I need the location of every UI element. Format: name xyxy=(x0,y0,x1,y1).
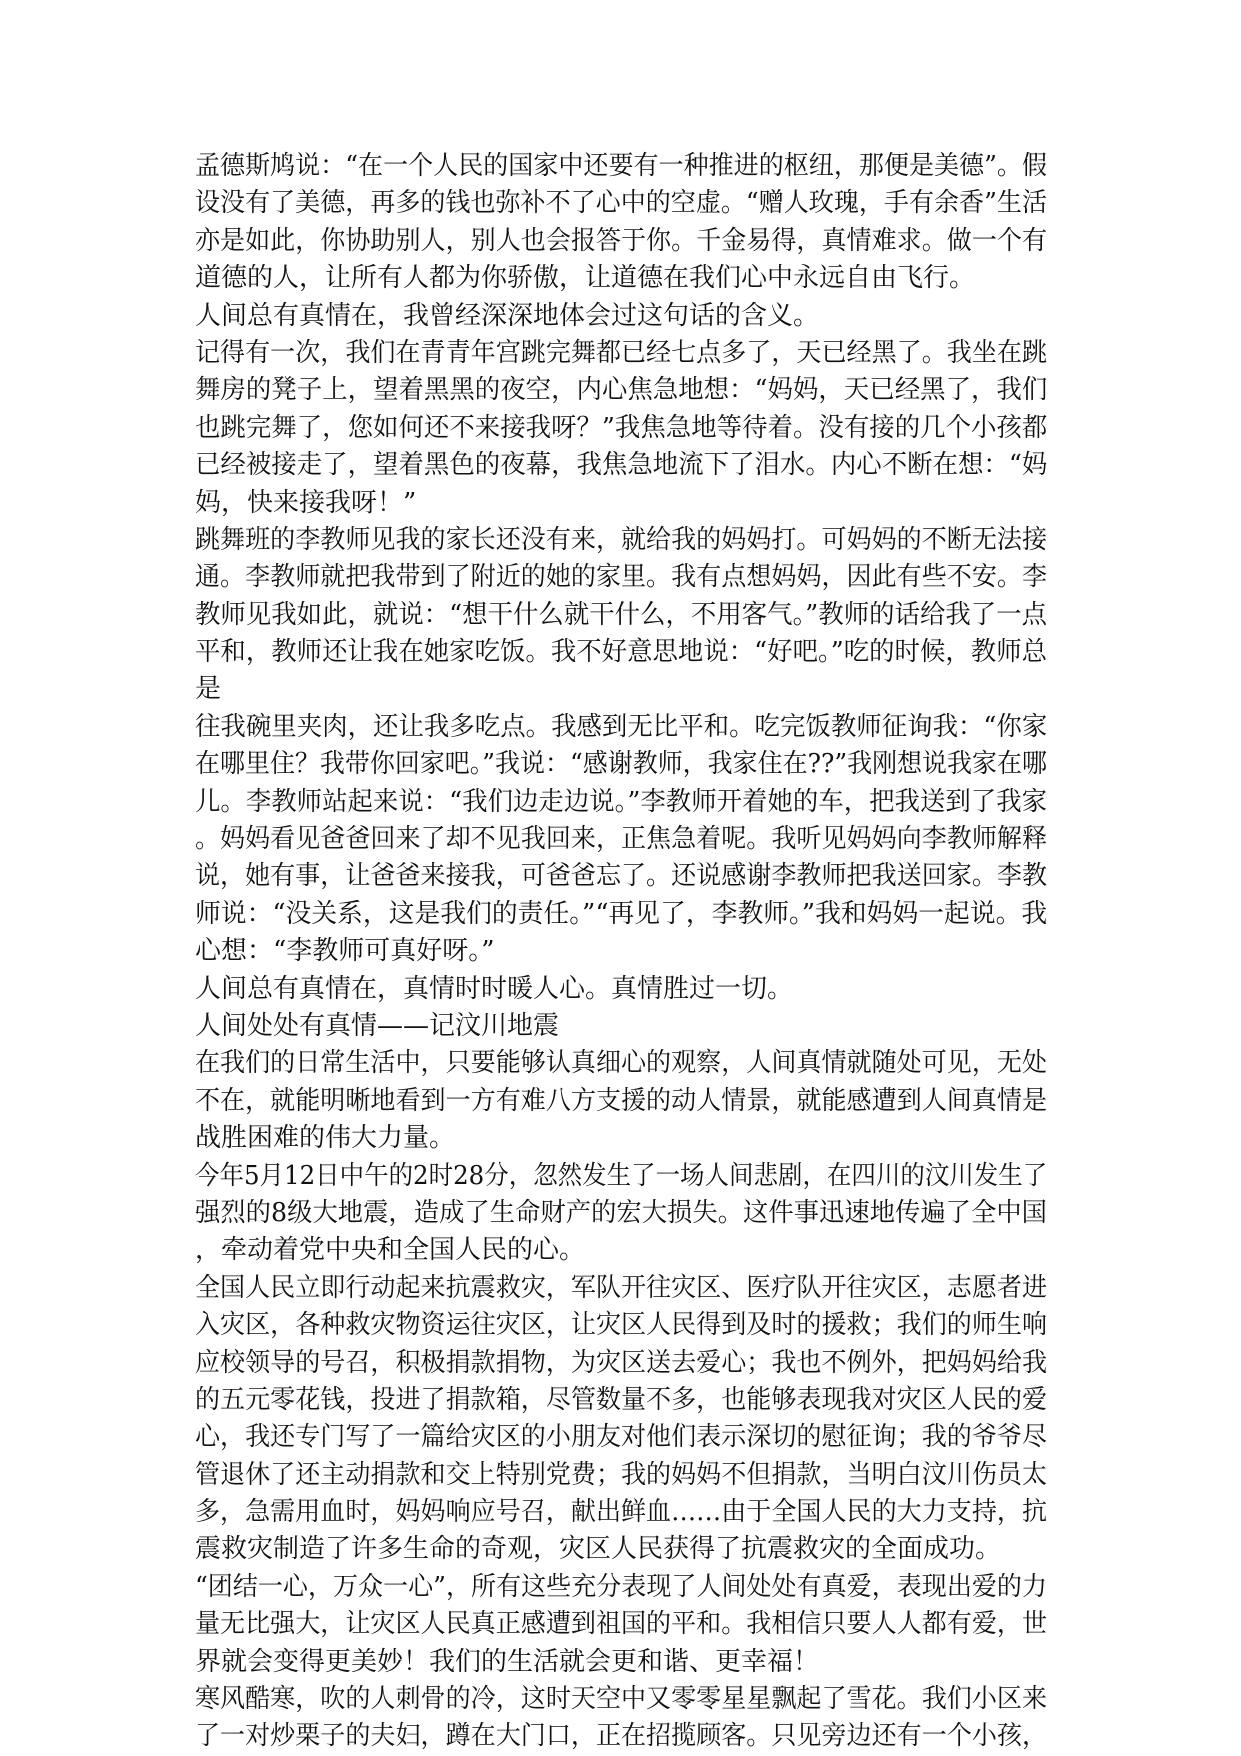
text-line: 教师见我如此，就说：“想干什么就干什么，不用客气。”教师的话给我了一点 xyxy=(195,599,1048,630)
text-line: 界就会变得更美妙！我们的生活就会更和谐、更幸福！ xyxy=(195,1646,820,1677)
text-line: 。妈妈看见爸爸回来了却不见我回来，正焦急着呢。我听见妈妈向李教师解释 xyxy=(195,824,1048,855)
text-line: 寒风酷寒，吹的人刺骨的冷，这时天空中又零零星星飘起了雪花。我们小区来 xyxy=(195,1684,1048,1715)
text-line: 心想：“李教师可真好呀。” xyxy=(195,936,495,967)
text-line: 今年5月12日中午的2时28分，忽然发生了一场人间悲剧，在四川的汶川发生了 xyxy=(195,1160,1048,1191)
text-line: “团结一心，万众一心”，所有这些充分表现了人间处处有真爱，表现出爱的力 xyxy=(195,1571,1047,1602)
text-line: 记得有一次，我们在青青年宫跳完舞都已经七点多了，天已经黑了。我坐在跳 xyxy=(195,337,1048,368)
text-line: 入灾区，各种救灾物资运往灾区，让灾区人民得到及时的援救；我们的师生响 xyxy=(195,1310,1048,1341)
text-line: 强烈的8级大地震，造成了生命财产的宏大损失。这件事迅速地传遍了全中国 xyxy=(195,1197,1047,1228)
text-line: 儿。李教师站起来说：“我们边走边说。”李教师开着她的车，把我送到了我家 xyxy=(195,786,1048,817)
text-line: 妈，快来接我呀！” xyxy=(195,487,417,518)
text-line: 多，急需用血时，妈妈响应号召，献出鲜血……由于全国人民的大力支持，抗 xyxy=(195,1497,1048,1528)
text-line: 应校领导的号召，积极捐款捐物，为灾区送去爱心；我也不例外，把妈妈给我 xyxy=(195,1347,1048,1378)
text-line: 也跳完舞了，您如何还不来接我呀？”我焦急地等待着。没有接的几个小孩都 xyxy=(195,412,1048,443)
text-line: 平和，教师还让我在她家吃饭。我不好意思地说：“好吧。”吃的时候，教师总 xyxy=(195,637,1048,668)
text-line: 人间总有真情在，真情时时暖人心。真情胜过一切。 xyxy=(195,973,794,1004)
text-line: 已经被接走了，望着黑色的夜幕，我焦急地流下了泪水。内心不断在想：“妈 xyxy=(195,450,1048,481)
text-line: 是 xyxy=(195,674,222,705)
text-line: 通。李教师就把我带到了附近的她的家里。我有点想妈妈，因此有些不安。李 xyxy=(195,562,1048,593)
text-line: 在哪里住？我带你回家吧。”我说：“感谢教师，我家住在??”我刚想说我家在哪 xyxy=(195,749,1047,780)
text-line: 不在，就能明晰地看到一方有难八方支援的动人情景，就能感遭到人间真情是 xyxy=(195,1085,1048,1116)
text-line: 跳舞班的李教师见我的家长还没有来，就给我的妈妈打。可妈妈的不断无法接 xyxy=(195,524,1048,555)
text-line: 人间总有真情在，我曾经深深地体会过这句话的含义。 xyxy=(195,300,820,331)
text-line: 心，我还专门写了一篇给灾区的小朋友对他们表示深切的慰征询；我的爷爷尽 xyxy=(195,1422,1048,1453)
text-line: 在我们的日常生活中，只要能够认真细心的观察，人间真情就随处可见，无处 xyxy=(195,1048,1048,1079)
text-line: 道德的人，让所有人都为你骄傲，让道德在我们心中永远自由飞行。 xyxy=(195,263,976,294)
text-line: 师说：“没关系，这是我们的责任。”“再见了，李教师。”我和妈妈一起说。我 xyxy=(195,898,1048,929)
text-line: 往我碗里夹肉，还让我多吃点。我感到无比平和。吃完饭教师征询我：“你家 xyxy=(195,711,1048,742)
text-line: 管退休了还主动捐款和交上特别党费；我的妈妈不但捐款，当明白汶川伤员太 xyxy=(195,1459,1048,1490)
text-line: 说，她有事，让爸爸来接我，可爸爸忘了。还说感谢李教师把我送回家。李教 xyxy=(195,861,1048,892)
text-line: 亦是如此，你协助别人，别人也会报答于你。千金易得，真情难求。做一个有 xyxy=(195,225,1048,256)
text-line: 量无比强大，让灾区人民真正感遭到祖国的平和。我相信只要人人都有爱，世 xyxy=(195,1609,1048,1640)
text-line: 人间处处有真情——记汶川地震 xyxy=(195,1010,560,1041)
text-line: 的五元零花钱，投进了捐款箱，尽管数量不多，也能够表现我对灾区人民的爱 xyxy=(195,1384,1048,1415)
text-line: 全国人民立即行动起来抗震救灾，军队开往灾区、医疗队开往灾区，志愿者进 xyxy=(195,1272,1048,1303)
text-line: 震救灾制造了许多生命的奇观，灾区人民获得了抗震救灾的全面成功。 xyxy=(195,1534,1002,1565)
text-line: ，牵动着党中央和全国人民的心。 xyxy=(195,1235,586,1266)
text-line: 舞房的凳子上，望着黑黑的夜空，内心焦急地想：“妈妈，天已经黑了，我们 xyxy=(195,375,1048,406)
text-line: 孟德斯鸠说：“在一个人民的国家中还要有一种推进的枢纽，那便是美德”。假 xyxy=(195,151,1047,181)
text-line: 了一对炒栗子的夫妇，蹲在大门口，正在招揽顾客。只见旁边还有一个小孩， xyxy=(195,1721,1048,1752)
document-body xyxy=(195,148,1047,1756)
text-line: 战胜困难的伟大力量。 xyxy=(195,1123,456,1154)
text-line: 设没有了美德，再多的钱也弥补不了心中的空虚。“赠人玫瑰，手有余香”生活 xyxy=(195,188,1047,219)
